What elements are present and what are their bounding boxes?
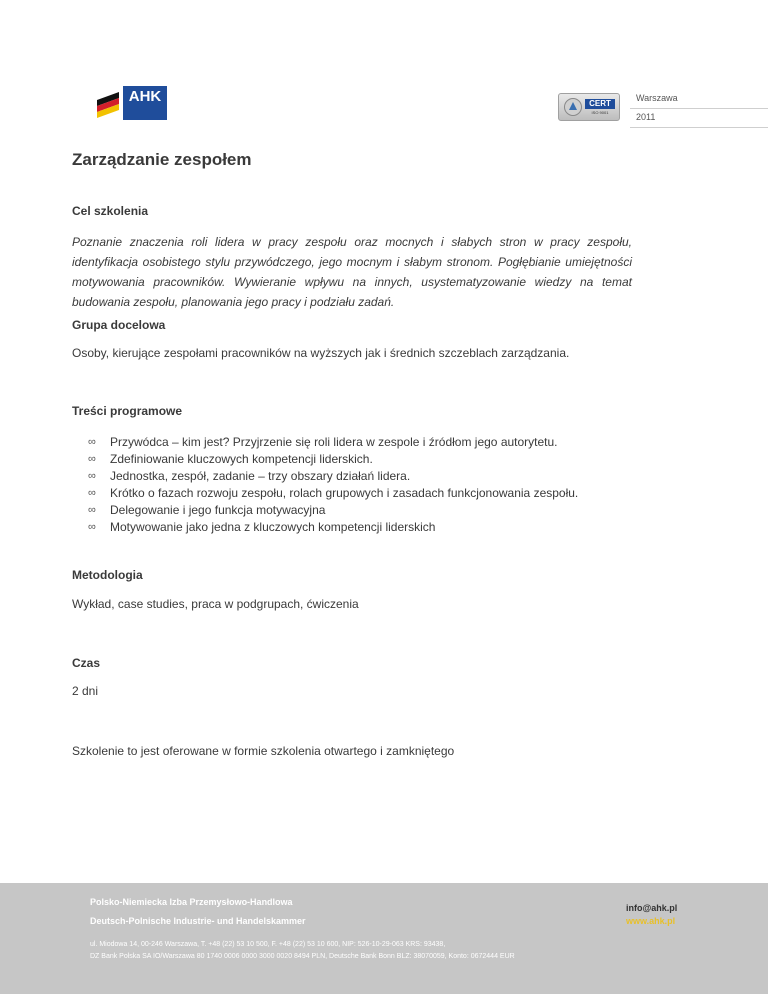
header-year: 2011: [630, 109, 768, 128]
method-text: Wykład, case studies, praca w podgrupach, ćwiczenia: [72, 597, 359, 611]
list-item-text: Jednostka, zespół, zadanie – trzy obszary działań lidera.: [110, 469, 411, 483]
list-item-text: Przywódca – kim jest? Przyjrzenie się roli lidera w zespole i źródłom jego autorytetu.: [110, 435, 558, 449]
target-text: Osoby, kierujące zespołami pracowników na wyższych jak i średnich szczeblach zarządzania.: [72, 346, 570, 360]
list-item: [88, 519, 578, 536]
footer-org-de: Deutsch-Polnische Industrie- und Handelskammer: [90, 916, 306, 926]
time-text: 2 dni: [72, 684, 99, 698]
program-list: [88, 434, 578, 536]
goal-heading: Cel szkolenia: [72, 204, 149, 218]
ahk-logo: [93, 86, 167, 120]
footer: [0, 883, 768, 994]
footer-org-pl: Polsko-Niemiecka Izba Przemysłowo-Handlowa: [90, 897, 293, 907]
cert-icon: [564, 98, 582, 116]
infinity-bullet-icon: ∞: [88, 521, 96, 533]
cert-sublabel: ISO 9001: [591, 110, 609, 115]
footer-website-link[interactable]: www.ahk.pl: [626, 916, 676, 926]
list-item-text: Zdefiniowanie kluczowych kompetencji liderskich.: [110, 452, 373, 466]
target-heading: Grupa docelowa: [72, 318, 166, 332]
header-city: Warszawa: [630, 90, 768, 109]
footer-bank: DZ Bank Polska SA IO/Warszawa 80 1740 0006 0000 3000 0020 8494 PLN, Deutsche Bank Bonn BLZ: 38070059, Konto: 0672444 EUR: [90, 953, 515, 960]
infinity-bullet-icon: ∞: [88, 436, 96, 448]
method-heading: Metodologia: [72, 568, 143, 582]
list-item: [88, 451, 578, 468]
list-item: [88, 468, 578, 485]
ahk-logo-text: AHK: [123, 86, 167, 120]
cert-badge: [558, 93, 620, 121]
header-meta: [630, 90, 768, 128]
page-title: Zarządzanie zespołem: [72, 150, 252, 169]
list-item-text: Motywowanie jako jedna z kluczowych kompetencji liderskich: [110, 520, 436, 534]
footer-address: ul. Miodowa 14, 00-246 Warszawa, T. +48 (22) 53 10 500, F. +48 (22) 53 10 600, NIP: 526-10-29-063 KRS: 93438,: [90, 941, 446, 948]
infinity-bullet-icon: ∞: [88, 470, 96, 482]
infinity-bullet-icon: ∞: [88, 487, 96, 499]
program-heading: Treści programowe: [72, 404, 183, 418]
list-item: [88, 485, 578, 502]
list-item-text: Krótko o fazach rozwoju zespołu, rolach grupowych i zasadach funkcjonowania zespołu.: [110, 486, 579, 500]
list-item: [88, 434, 578, 451]
cert-label: CERT: [585, 99, 615, 109]
flag-icon: [93, 86, 123, 120]
list-item-text: Delegowanie i jego funkcja motywacyjna: [110, 503, 326, 517]
footer-email-link[interactable]: info@ahk.pl: [626, 903, 678, 913]
goal-text: Poznanie znaczenia roli lidera w pracy zespołu oraz mocnych i słabych stron w pracy zespołu, identyfikacja osobistego stylu przywódczego, jego mocnym i słabym stronom. Pogłębianie umiejętności motywowania pracowników. Wywieranie wpływu na innych, usystematyzowanie wiedzy na temat budowania zespołu, planowania jego pracy i podziału zadań.: [72, 235, 632, 309]
infinity-bullet-icon: ∞: [88, 504, 96, 516]
time-heading: Czas: [72, 656, 101, 670]
closing-text: Szkolenie to jest oferowane w formie szkolenia otwartego i zamkniętego: [72, 744, 455, 758]
infinity-bullet-icon: ∞: [88, 453, 96, 465]
list-item: [88, 502, 578, 519]
